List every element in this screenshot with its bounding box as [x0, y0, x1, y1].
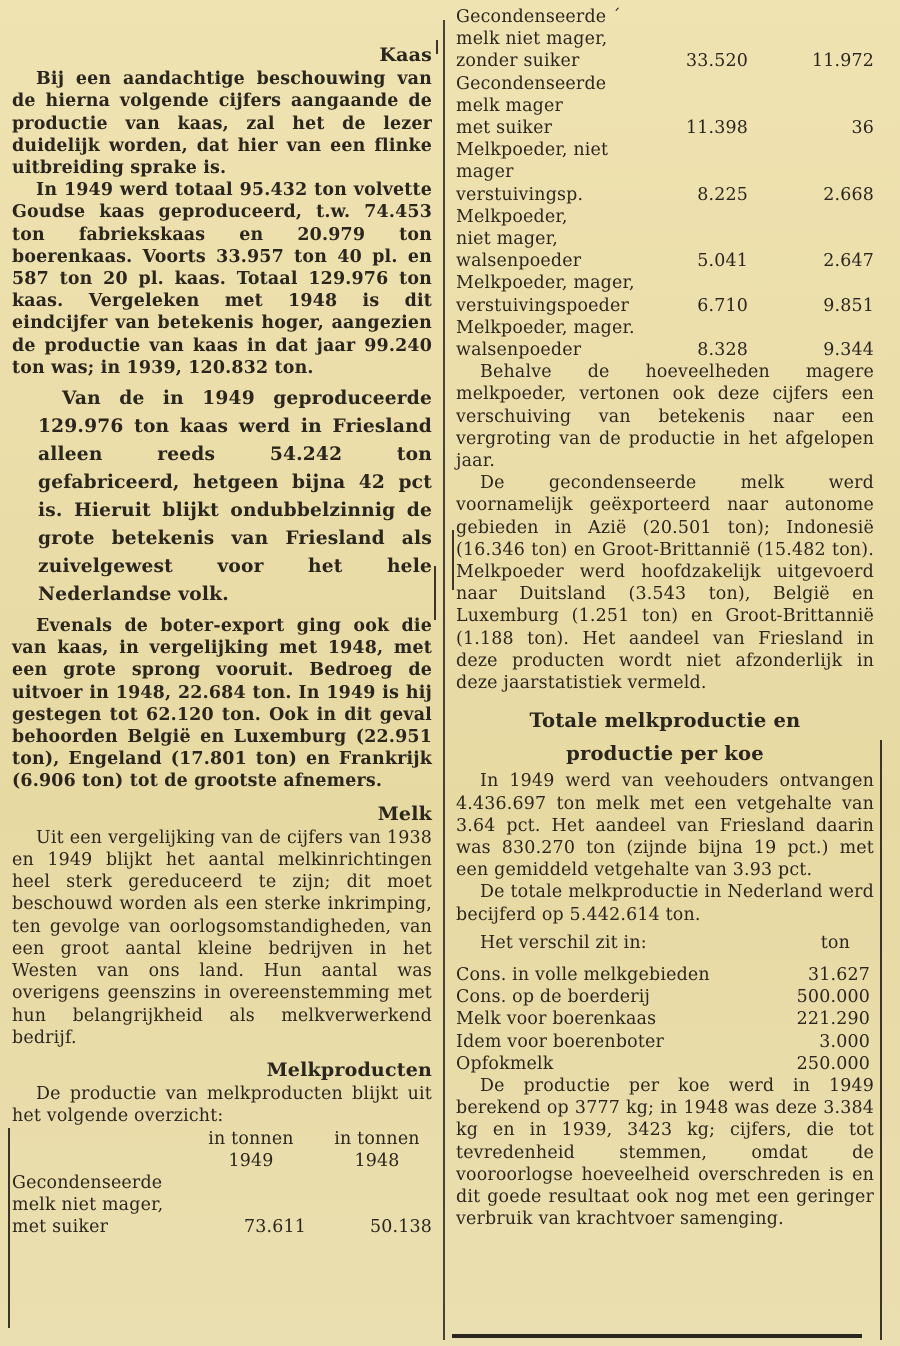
mark-line	[880, 740, 882, 1340]
row-label: Melkpoeder, mager,	[456, 273, 635, 294]
table-row	[456, 206, 874, 273]
verschil-item-value: 221.290	[796, 1009, 870, 1030]
value-1949: 6.710	[697, 295, 748, 316]
value-1949: 73.611	[243, 1217, 306, 1238]
mark-line	[8, 1128, 10, 1328]
table-row	[456, 317, 874, 361]
verschil-item-value: 31.627	[807, 964, 870, 985]
verschil-table	[456, 964, 874, 1075]
row-label: niet mager,	[456, 229, 558, 250]
verschil-item-label: Cons. in volle melkgebieden	[456, 964, 710, 985]
value-1948: 9.851	[823, 295, 874, 316]
verschil-item-label: Idem voor boerenboter	[456, 1031, 665, 1052]
verschil-item-label: Cons. op de boerderij	[456, 987, 651, 1008]
table-row	[456, 73, 874, 140]
row-label: Melkpoeder, niet	[456, 140, 609, 161]
table-row	[456, 139, 874, 206]
col-1949-year: 1949	[228, 1150, 274, 1171]
value-1948: 11.972	[811, 51, 874, 72]
verschil-label: Het verschil zit in:	[480, 932, 647, 953]
right-paragraph: In 1949 werd van veehouders ontvangen 4.436.697 ton melk met een vetgehalte van 3.64 pct. Het aandeel van Friesland daarin was 830.270 ton (zijnde bijna 19 pct.) met een gemiddeld vetgehalte van 3.93 pct.	[456, 771, 874, 881]
value-1949: 8.225	[697, 184, 748, 205]
verschil-item-label: Melk voor boerenkaas	[456, 1009, 657, 1030]
kaas-paragraph: In 1949 werd totaal 95.432 ton volvette Goudse kaas geproduceerd, t.w. 74.453 ton fabriekskaas en 20.979 ton boerenkaas. Voorts 33.957 ton 40 pl. en 587 ton 20 pl. kaas. Totaal 129.976 ton kaas. Vergeleken met 1948 is dit eindcijfer van betekenis hoger, aangezien de productie van kaas in dat jaar 99.240 ton was; in 1939, 120.832 ton.	[12, 180, 432, 378]
row-label: Gecondenseerde	[456, 73, 607, 94]
kaas-heading: Kaas	[379, 44, 432, 66]
left-column	[12, 0, 432, 1346]
verschil-item-label: Opfokmelk	[456, 1053, 554, 1074]
verschil-item-value: 250.000	[796, 1053, 870, 1074]
table-row	[456, 272, 874, 316]
mark-line	[452, 530, 454, 590]
verschil-header	[456, 932, 874, 954]
col-1948-label: in tonnen	[334, 1128, 420, 1149]
list-item	[456, 1053, 874, 1075]
value-1949: 11.398	[685, 118, 748, 139]
col-1948-year: 1948	[354, 1150, 400, 1171]
value-1948: 2.668	[823, 184, 874, 205]
kaas-paragraph: Bij een aandachtige beschouwing van de hierna volgende cijfers aangaande de productie van kaas, zal het de lezer duidelijk worden, dat hier van een flinke uitbreiding sprake is.	[12, 69, 432, 179]
melkproducten-paragraph: De productie van melkproducten blijkt uit het volgende overzicht:	[12, 1084, 432, 1127]
mark-line	[434, 566, 436, 620]
row-label: walsenpoeder	[456, 340, 582, 361]
value-1948: 2.647	[823, 251, 874, 272]
kaas-paragraph: Evenals de boter-export ging ook die van kaas, in vergelijking met 1948, met een grote sprong vooruit. Bedroeg de uitvoer in 1948, 22.684 ton. In 1949 is hij gestegen tot 62.120 ton. Ook in dit geval behoorden België en Luxemburg (22.951 ton), Engeland (17.801 ton) en Frankrijk (6.906 ton) tot de grootste afnemers.	[12, 616, 432, 792]
value-1948: 9.344	[823, 340, 874, 361]
list-item	[456, 964, 874, 986]
row-label: met suiker	[456, 118, 553, 139]
verschil-item-value: 500.000	[796, 987, 870, 1008]
value-1948: 36	[851, 118, 874, 139]
right-paragraph: De totale melkproductie in Nederland werd becijferd op 5.442.614 ton.	[456, 882, 874, 925]
row-label: Melkpoeder, mager.	[456, 317, 635, 338]
verschil-item-value: 3.000	[819, 1031, 870, 1052]
section-heading: productie per koe	[566, 742, 764, 766]
list-item	[456, 1031, 874, 1053]
bottom-rule	[452, 1334, 862, 1338]
row-label: mager	[456, 162, 514, 183]
right-column	[456, 0, 874, 1346]
row-label: Gecondenseerde ´	[456, 7, 621, 27]
row-label: melk niet mager,	[456, 29, 608, 50]
list-item	[456, 986, 874, 1008]
melkproducten-table	[456, 6, 874, 361]
row-label: Melkpoeder,	[456, 206, 568, 227]
mark-line	[436, 40, 438, 54]
value-1949: 8.328	[697, 340, 748, 361]
melk-heading: Melk	[377, 802, 432, 825]
value-1949: 5.041	[697, 251, 748, 272]
melk-paragraph: Uit een vergelijking van de cijfers van 1938 en 1949 blijkt het aantal melkinrichtingen heel sterk gereduceerd te zijn; dit moet beschouwd worden als een sterke inkrimping, ten gevolge van oorlogsomstandigheden, van een groot aantal kleine bedrijven in het Westen van ons land. Hun aantal was overigens geenszins in overeenstemming met hun belangrijkheid als melkverwerkend bedrijf.	[12, 827, 432, 1048]
section-heading: Totale melkproductie en	[529, 709, 801, 733]
right-paragraph: De productie per koe werd in 1949 berekend op 3777 kg; in 1948 was deze 3.384 kg en in 1939, 3423 kg; cijfers, die tot tevredenheid stemmen, omdat de vooroorlogse hoeveelheid overschreden is en dit goede resultaat ook nog met een geringer verbruik van krachtvoer samenging.	[456, 1075, 874, 1230]
verschil-unit: ton	[820, 932, 850, 953]
kaas-paragraph: Van de in 1949 geproduceerde 129.976 ton kaas werd in Friesland alleen reeds 54.242 ton gefabriceerd, hetgeen bijna 42 pct is. Hieruit blijkt ondubbelzinnig de grote betekenis van Friesland als zuivelgewest voor het hele Nederlandse volk.	[38, 388, 432, 606]
row-label: verstuivingsp.	[456, 184, 584, 205]
list-item	[456, 1008, 874, 1030]
right-paragraph: Behalve de hoeveelheden magere melkpoeder, vertonen ook deze cijfers een verschuiving van betekenis naar een vergroting van de productie in het afgelopen jaar.	[456, 362, 874, 472]
row-label: verstuivingspoeder	[456, 295, 629, 316]
table-row: Gecondenseerde melk niet mager, met suiker 73.611 50.138	[12, 1172, 432, 1238]
row-label: zonder suiker	[456, 51, 580, 72]
table-row	[456, 6, 874, 73]
value-1949: 33.520	[685, 51, 748, 72]
right-paragraph: De gecondenseerde melk werd voornamelijk geëxporteerd naar autonome gebieden in Azië (20.501 ton); Indonesië (16.346 ton) en Groot-Brittannië (15.482 ton). Melkpoeder werd hoofdzakelijk uitgevoerd naar Duitsland (3.543 ton), België en Luxemburg (1.251 ton) en Groot-Brittannië (1.188 ton). Het aandeel van Friesland in deze producten wordt niet afzonderlijk in deze jaarstatistiek vermeld.	[456, 473, 874, 694]
value-1948: 50.138	[369, 1217, 432, 1238]
column-divider	[443, 20, 445, 1340]
col-1949-label: in tonnen	[208, 1128, 294, 1149]
melkproducten-heading: Melkproducten	[266, 1058, 432, 1081]
row-label: walsenpoeder	[456, 251, 582, 272]
row-label: melk mager	[456, 95, 564, 116]
table-header	[12, 1128, 432, 1172]
